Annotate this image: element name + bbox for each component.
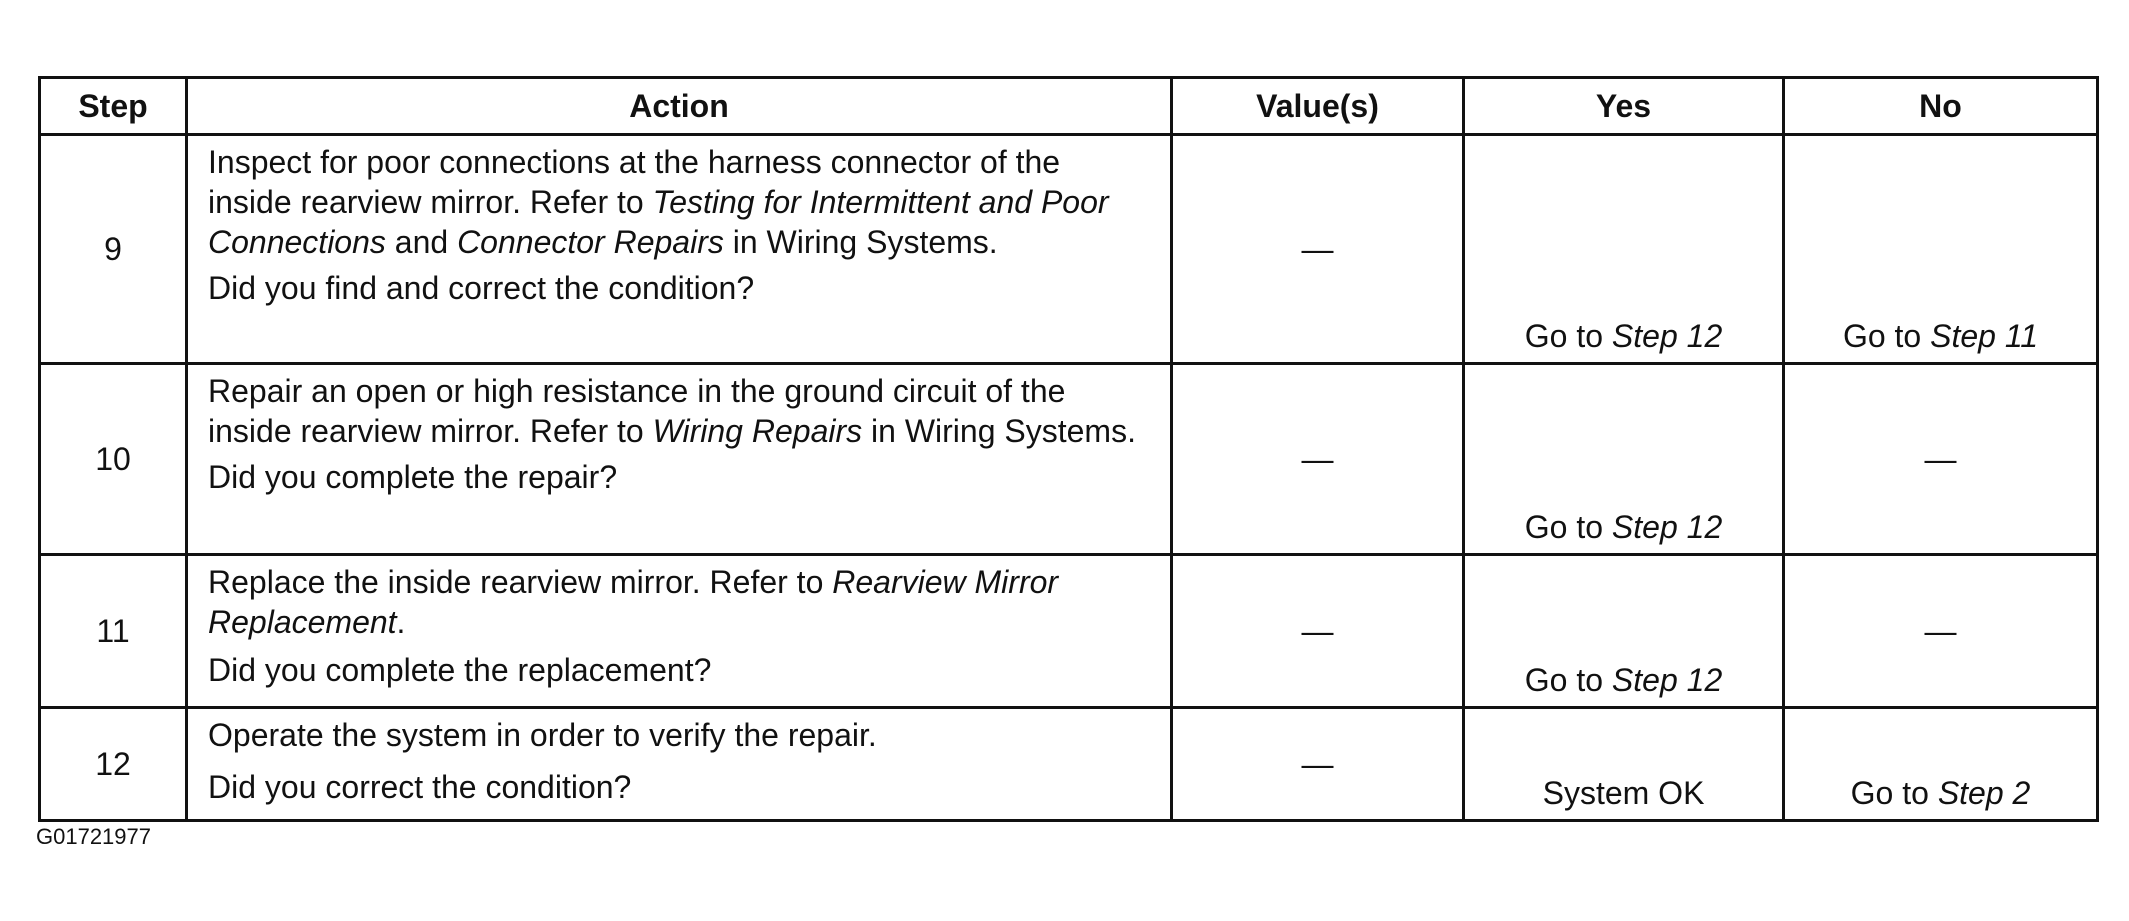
action-text bbox=[208, 142, 1150, 262]
action-question: Did you find and correct the condition? bbox=[208, 270, 755, 306]
no-text: Go to bbox=[1850, 775, 1938, 811]
action-cell bbox=[187, 708, 1172, 821]
action-text-part: . bbox=[396, 604, 406, 640]
yes-text: Go to bbox=[1524, 509, 1612, 545]
action-text-part: in Wiring Systems. bbox=[862, 413, 1136, 449]
value-cell: — bbox=[1172, 708, 1464, 821]
yes-cell bbox=[1464, 364, 1784, 555]
table-header-row bbox=[40, 78, 2098, 135]
yes-step-link: Step 12 bbox=[1611, 318, 1723, 354]
step-number: 10 bbox=[40, 364, 187, 555]
action-text bbox=[208, 715, 1150, 755]
value-cell: — bbox=[1172, 555, 1464, 708]
table-row bbox=[40, 135, 2098, 364]
table-row bbox=[40, 708, 2098, 821]
no-cell bbox=[1784, 135, 2098, 364]
yes-cell bbox=[1464, 135, 1784, 364]
action-text-part: in Wiring Systems. bbox=[723, 224, 998, 260]
header-yes: Yes bbox=[1464, 78, 1784, 135]
diagnostic-table bbox=[38, 76, 2099, 822]
action-question: Did you complete the replacement? bbox=[208, 652, 712, 688]
table-row bbox=[40, 555, 2098, 708]
action-text bbox=[208, 562, 1150, 642]
value-cell: — bbox=[1172, 364, 1464, 555]
action-cell bbox=[187, 364, 1172, 555]
step-number: 11 bbox=[40, 555, 187, 708]
step-number: 12 bbox=[40, 708, 187, 821]
no-cell bbox=[1784, 708, 2098, 821]
action-cell bbox=[187, 555, 1172, 708]
figure-id: G01721977 bbox=[36, 824, 151, 849]
no-text: Go to bbox=[1842, 318, 1931, 354]
action-text-part: Operate the system in order to verify the repair. bbox=[208, 717, 877, 753]
yes-text: Go to bbox=[1524, 662, 1612, 698]
action-text-part: and bbox=[385, 224, 458, 260]
yes-cell: System OK bbox=[1464, 708, 1784, 821]
action-text-part: Repair an open or high resistance in the ground circuit of the inside rearview mirror. Refer to bbox=[208, 373, 1066, 449]
header-step: Step bbox=[40, 78, 187, 135]
table-row bbox=[40, 364, 2098, 555]
action-question: Did you correct the condition? bbox=[208, 769, 632, 805]
yes-step-link: Step 12 bbox=[1611, 509, 1723, 545]
no-cell: — bbox=[1784, 364, 2098, 555]
action-reference: Rearview Mirror Replacement bbox=[208, 564, 1059, 640]
yes-cell bbox=[1464, 555, 1784, 708]
no-cell: — bbox=[1784, 555, 2098, 708]
action-cell bbox=[187, 135, 1172, 364]
no-step-link: Step 11 bbox=[1930, 318, 2039, 354]
header-values: Value(s) bbox=[1172, 78, 1464, 135]
action-text-part: Inspect for poor connections at the harness connector of the inside rearview mirror. Refer to bbox=[208, 144, 1061, 220]
no-step-link: Step 2 bbox=[1937, 775, 2031, 811]
header-no: No bbox=[1784, 78, 2098, 135]
step-number: 9 bbox=[40, 135, 187, 364]
action-reference: Testing for Intermittent and Poor Connections bbox=[208, 184, 1109, 260]
yes-step-link: Step 12 bbox=[1611, 662, 1723, 698]
yes-text: Go to bbox=[1524, 318, 1612, 354]
header-action: Action bbox=[187, 78, 1172, 135]
action-reference: Wiring Repairs bbox=[652, 413, 863, 449]
action-text bbox=[208, 371, 1150, 451]
action-text-part: Replace the inside rearview mirror. Refer to bbox=[208, 564, 833, 600]
action-question: Did you complete the repair? bbox=[208, 459, 618, 495]
action-reference: Connector Repairs bbox=[457, 224, 724, 260]
value-cell: — bbox=[1172, 135, 1464, 364]
